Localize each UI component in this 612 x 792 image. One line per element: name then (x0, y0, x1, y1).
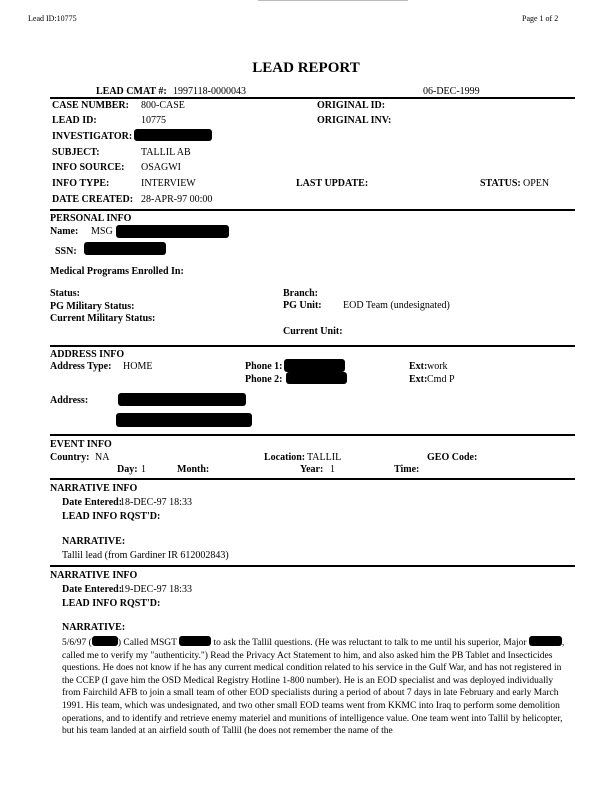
divider (50, 434, 575, 436)
narrative-text: to ask the Tallil questions. (He was reluctant to talk to me until his superior, Major (213, 638, 527, 648)
divider (50, 97, 575, 99)
ext2-value: Cmd P (427, 374, 455, 385)
address-info-heading: ADDRESS INFO (50, 349, 125, 360)
ext1-label: Ext: (409, 361, 428, 372)
divider (50, 565, 575, 567)
status-value: OPEN (523, 178, 550, 189)
cmat-label: LEAD CMAT #: (96, 86, 167, 97)
date-entered-label: Date Entered: (62, 497, 123, 508)
status-label: STATUS: (480, 178, 521, 189)
original-id-label: ORIGINAL ID: (317, 100, 386, 111)
current-unit-label: Current Unit: (283, 326, 343, 337)
year: 1 (330, 464, 335, 475)
date-created-label: DATE CREATED: (52, 194, 134, 205)
divider (50, 209, 575, 211)
page-title: LEAD REPORT (252, 60, 360, 76)
case-number: 800-CASE (141, 100, 185, 111)
original-inv-label: ORIGINAL INV: (317, 115, 392, 126)
scan-edge-line (258, 0, 408, 1)
day-label: Day: (117, 464, 138, 475)
date-created: 28-APR-97 00:00 (141, 194, 213, 205)
name-label: Name: (50, 226, 79, 237)
event-info-heading: EVENT INFO (50, 439, 112, 450)
narrative-label: NARRATIVE: (62, 622, 126, 633)
redaction-inline (92, 636, 118, 646)
date-entered: 19-DEC-97 18:33 (120, 584, 192, 595)
page-number: Page 1 of 2 (522, 14, 559, 23)
status-field-label: Status: (50, 288, 81, 299)
address-label: Address: (50, 395, 89, 406)
geo-code-label: GEO Code: (427, 452, 478, 463)
investigator-label: INVESTIGATOR: (52, 131, 133, 142)
date-entered-label: Date Entered: (62, 584, 123, 595)
phone2-label: Phone 2: (245, 374, 283, 385)
subject: TALLIL AB (141, 147, 191, 158)
phone1-label: Phone 1: (245, 361, 283, 372)
pg-unit: EOD Team (undesignated) (343, 300, 450, 311)
redaction-inline (529, 636, 562, 646)
location-label: Location: (264, 452, 306, 463)
ssn-label: SSN: (55, 246, 77, 257)
redaction-phone2 (286, 372, 347, 384)
lead-id-label: LEAD ID: (52, 115, 97, 126)
narrative-text: Tallil lead (from Gardiner IR 612002843) (62, 550, 229, 561)
report-date: 06-DEC-1999 (423, 86, 480, 97)
date-entered: 18-DEC-97 18:33 (120, 497, 192, 508)
medical-programs-label: Medical Programs Enrolled In: (50, 266, 184, 277)
personal-info-heading: PERSONAL INFO (50, 213, 132, 224)
cmat-value: 1997118-0000043 (173, 86, 246, 97)
narrative-text: 5/6/97 ( (62, 638, 92, 648)
time-label: Time: (394, 464, 420, 475)
year-label: Year: (300, 464, 324, 475)
header-lead-id: Lead ID:10775 (28, 14, 77, 23)
branch-label: Branch: (283, 288, 318, 299)
redaction-inline (179, 636, 211, 646)
narrative-text: , called me to verify my "authenticity.") Read the Privacy Act Statement to him, and also asked him the PB Tablet and Insecticides questions. He does not know if he has any current medical condition related to his service in the Gulf War, and has not registered in the CCEP (I gave him the OSD Medical Registry Hotline 1-800 number). He is an EOD specialist and was deployed individually from Fairchild AFB to join a small team of other EOD specialists during a period of about 7 days in late February and early March 1991. His team, which was undesignated, and two other small EOD teams went from KKMC into Iraq to perform some demolition operations, and to identify and retrieve enemy materiel and munitions of intelligence value. One team went into Tallil by helicopter, but his team landed at an airfield south of Tallil (he does not remember the name of the (62, 638, 565, 737)
month-label: Month: (177, 464, 210, 475)
divider (50, 478, 575, 480)
redaction-name (116, 225, 229, 238)
info-type: INTERVIEW (141, 178, 196, 189)
info-source-label: INFO SOURCE: (52, 162, 125, 173)
country: NA (95, 452, 110, 463)
redaction-address-line2 (116, 413, 252, 427)
narrative-info-heading: NARRATIVE INFO (50, 570, 138, 581)
redaction-address-line1 (118, 393, 246, 406)
ext1-value: work (427, 361, 448, 372)
redaction-phone1 (284, 359, 345, 372)
subject-label: SUBJECT: (52, 147, 100, 158)
address-type: HOME (123, 361, 153, 372)
case-number-label: CASE NUMBER: (52, 100, 129, 111)
narrative-info-heading: NARRATIVE INFO (50, 483, 138, 494)
current-military-status-label: Current Military Status: (50, 313, 156, 324)
info-type-label: INFO TYPE: (52, 178, 110, 189)
ext2-label: Ext: (409, 374, 428, 385)
last-update-label: LAST UPDATE: (296, 178, 369, 189)
location: TALLIL (307, 452, 342, 463)
day: 1 (141, 464, 146, 475)
narrative-label: NARRATIVE: (62, 536, 126, 547)
address-type-label: Address Type: (50, 361, 112, 372)
pg-unit-label: PG Unit: (283, 300, 322, 311)
name-prefix: MSG (91, 226, 113, 237)
divider (50, 345, 575, 347)
lead-id: 10775 (141, 115, 166, 126)
info-source: OSAGWI (141, 162, 181, 173)
redaction-investigator (134, 129, 212, 141)
redaction-ssn (84, 242, 166, 255)
lead-info-rqst-label: LEAD INFO RQST'D: (62, 598, 161, 609)
narrative-body (62, 636, 567, 738)
pg-military-status-label: PG Military Status: (50, 301, 135, 312)
lead-info-rqst-label: LEAD INFO RQST'D: (62, 511, 161, 522)
narrative-text: ) Called MSGT (117, 638, 177, 648)
country-label: Country: (50, 452, 90, 463)
